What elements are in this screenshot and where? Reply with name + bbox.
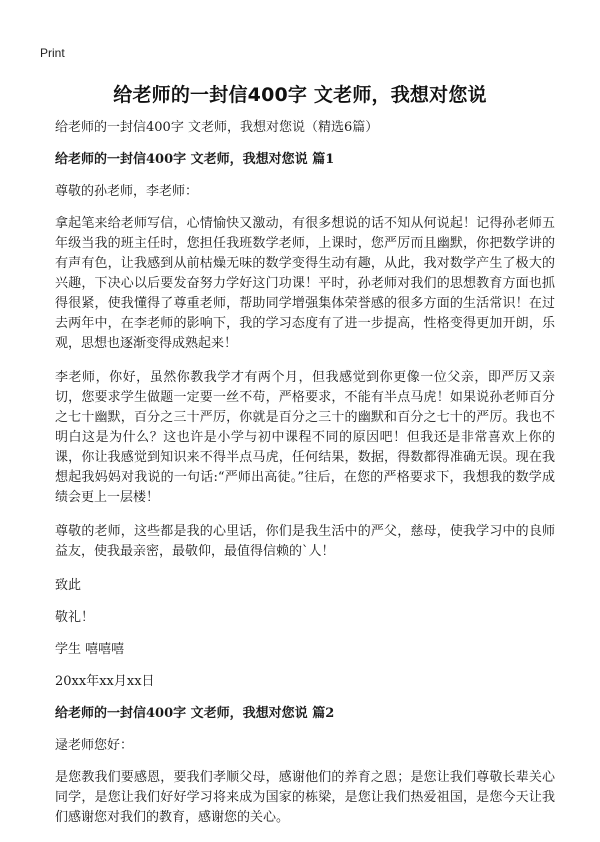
section-2-heading: 给老师的一封信400字 文老师，我想对您说 篇2 [55,706,335,721]
print-link[interactable]: Print [40,46,65,60]
section-1-paragraph-1: 拿起笔来给老师写信，心情愉快又激动，有很多想说的话不知从何说起！记得孙老师五年级当我的班主任时，您担任我班数学老师，上课时，您严厉而且幽默，你把数学讲的有声有色，让我感到从前枯燥无味的数学变得生动有趣，从此，我对数学产生了极大的兴趣，下决心以后要发奋努力学好这门功课！平时，孙老师对我们的思想教育方面也抓得很紧，使我懂得了尊重老师，帮助同学增强集体荣誉感的很多方面的生活常识！在过去两年中，在李老师的影响下，我的学习态度有了进一步提高，性格变得更加开朗，乐观，思想也逐渐变得成熟起来！ [55,216,555,351]
section-1-paragraph-2: 李老师，你好，虽然你教我学才有两个月，但我感觉到你更像一位父亲，即严厉又亲切，您要求学生做题一定要一丝不苟，严格要求，不能有半点马虎！如果说孙老师百分之七十幽默，百分之三十严厉，你就是百分之三十的幽默和百分之七十的严厉。我也不明白这是为什么？这也许是小学与初中课程不同的原因吧！但我还是非常喜欢上你的课，你让我感觉到知识来不得半点马虎，任何结果，数据，得数都得准确无误。现在我想起我妈妈对我说的一句话:“严师出高徒。”往后，在您的严格要求下，我想我的数学成绩会更上一层楼！ [55,370,555,505]
section-1-closing: 致此 [55,578,82,593]
article-subtitle: 给老师的一封信400字 文老师，我想对您说（精选6篇） [55,120,379,135]
section-1-date: 20xx年xx月xx日 [55,674,155,689]
section-1-heading: 给老师的一封信400字 文老师，我想对您说 篇1 [55,152,335,167]
article-body [55,118,555,842]
section-1-salute: 敬礼！ [55,610,95,625]
section-2-greeting: 逯老师您好： [55,738,134,753]
section-1-greeting: 尊敬的孙老师，李老师： [55,184,199,199]
section-2-paragraph-1: 是您教我们要感恩，要我们孝顺父母，感谢他们的养育之恩；是您让我们尊敬长辈关心同学，是您让我们好好学习将来成为国家的栋梁，是您让我们热爱祖国，是您今天让我们感谢您对我们的教育，感谢您的关心。 [55,770,555,825]
section-1-signature: 学生 嘻嘻嘻 [55,642,125,657]
section-1-paragraph-3: 尊敬的老师，这些都是我的心里话，你们是我生活中的严父，慈母，使我学习中的良师益友，使我最亲密，最敬仰，最值得信赖的`人！ [55,524,555,559]
page-title: 给老师的一封信400字 文老师，我想对您说 [113,84,487,106]
